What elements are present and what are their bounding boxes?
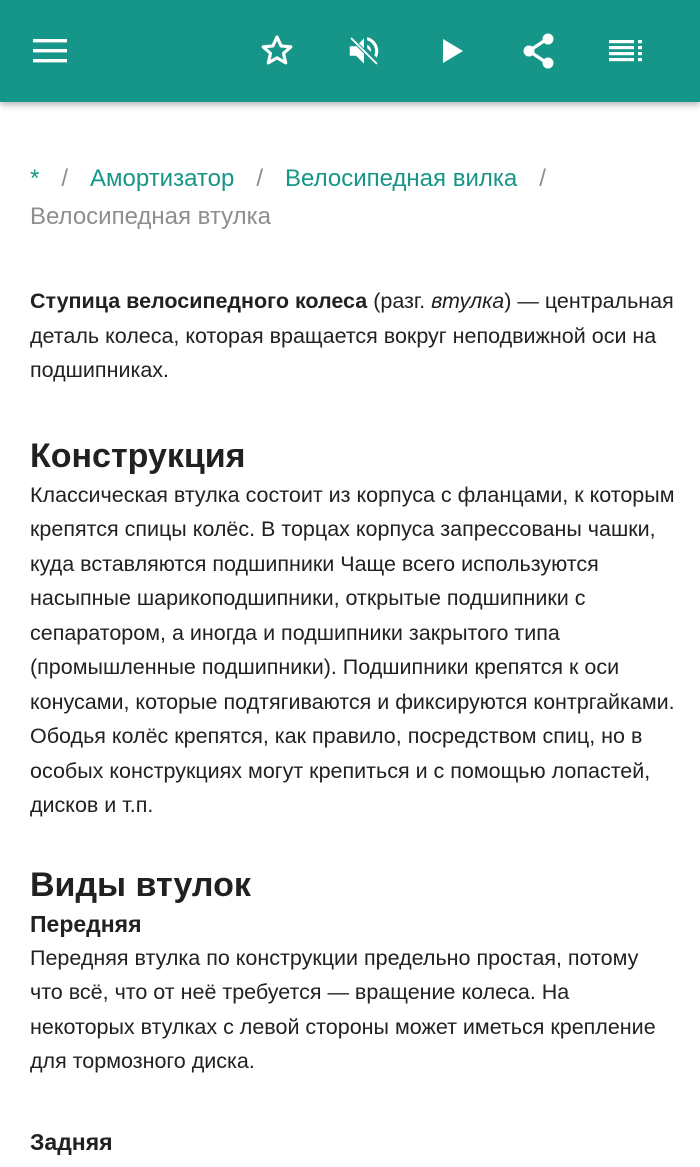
star-icon (258, 32, 296, 70)
app-toolbar (0, 0, 700, 102)
breadcrumb-current: Велосипедная втулка (30, 203, 272, 230)
front-hub-paragraph: Передняя втулка по конструкции предельно простая, потому что всё, что от неё требуется — вращение колеса. На некоторых втулках с левой стороны может иметься крепление для тормозного диска. (30, 945, 656, 1073)
menu-icon (33, 38, 69, 64)
intro-paragraph (30, 284, 675, 388)
intro-term: Ступица велосипедного колеса (30, 289, 368, 313)
share-icon (519, 31, 559, 71)
volume-off-icon (345, 32, 383, 70)
breadcrumb (30, 160, 675, 236)
menu-button[interactable] (21, 21, 81, 81)
article-content (30, 160, 675, 1159)
contents-button[interactable] (597, 21, 657, 81)
section-heading-construction: Конструкция (30, 436, 246, 475)
subheading-front: Передняя (30, 910, 142, 937)
intro-alt-name: втулка (431, 289, 505, 313)
breadcrumb-root-link[interactable]: * (30, 165, 40, 192)
breadcrumb-separator: / (256, 165, 264, 192)
playlist-icon (609, 40, 645, 62)
subheading-rear: Задняя (30, 1128, 113, 1155)
favorite-button[interactable] (247, 21, 307, 81)
play-icon (440, 37, 466, 65)
breadcrumb-separator: / (61, 165, 69, 192)
breadcrumb-link-amortizator[interactable]: Амортизатор (90, 165, 235, 192)
breadcrumb-separator: / (539, 165, 546, 192)
breadcrumb-link-bicycle-fork[interactable]: Велосипедная вилка (285, 165, 518, 192)
section-heading-hub-types: Виды втулок (30, 865, 251, 904)
mute-button[interactable] (334, 21, 394, 81)
construction-paragraph: Классическая втулка состоит из корпуса с фланцами, к которым крепятся спицы колёс. В торцах корпуса запрессованы чашки, куда вставляются подшипники Чаще всего используются насыпные шарикоподшипники, открытые подшипники с сепаратором, а иногда и подшипники закрытого типа (промышленные подшипники). Подшипники крепятся к оси конусами, которые подтягиваются и фиксируются контргайками. Ободья колёс крепятся, как правило, посредством спиц, но в особых конструкциях могут крепиться и с помощью лопастей, дисков и т.п. (30, 482, 675, 817)
intro-text: ) — центральная деталь колеса, которая вращается вокруг неподвижной оси на подшипниках. (30, 289, 674, 382)
intro-paren-open: (разг. (367, 289, 432, 313)
play-button[interactable] (423, 21, 483, 81)
share-button[interactable] (509, 21, 569, 81)
